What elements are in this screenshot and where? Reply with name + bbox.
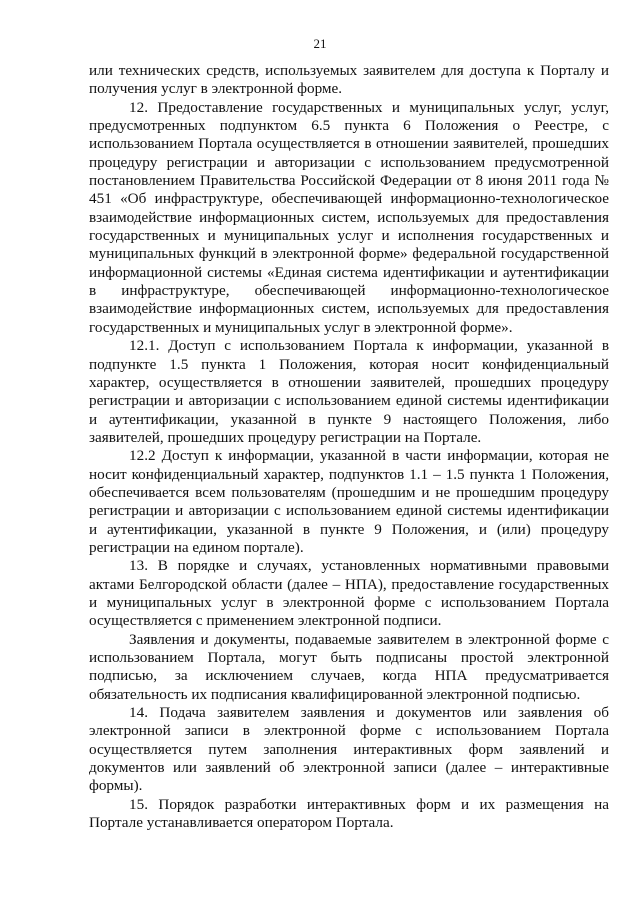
paragraph-12-1: 12.1. Доступ с использованием Портала к информации, указанной в подпункте 1.5 пункта 1 Положения, которая носит конфиденциальный характер, осуществляется в отношении заявителей, прошедших процедуру регистрации и авторизации с использованием единой системы идентификации и аутентификации, указанной в пункте 9 настоящего Положения, либо заявителей, прошедших процедуру регистрации на Портале. <box>89 337 609 446</box>
page-number: 21 <box>313 36 327 51</box>
paragraph-15: 15. Порядок разработки интерактивных форм и их размещения на Портале устанавливается оператором Портала. <box>89 795 609 832</box>
paragraph-continuation: или технических средств, используемых заявителем для доступа к Порталу и получения услуг в электронной форме. <box>89 62 609 98</box>
paragraph-13: 13. В порядке и случаях, установленных нормативными правовыми актами Белгородской области (далее – НПА), предоставление государственных и муниципальных услуг в электронной форме с использованием Портала осуществляется с применением электронной подписи. <box>89 557 609 630</box>
paragraph-14: 14. Подача заявителем заявления и документов или заявления об электронной записи в электронной форме с использованием Портала осуществляется путем заполнения интерактивных форм заявлений и документов или заявлений об электронной записи (далее – интерактивные формы). <box>89 704 609 795</box>
paragraph-12-2: 12.2 Доступ к информации, указанной в части информации, которая не носит конфиденциальный характер, подпунктов 1.1 – 1.5 пункта 1 Положения, обеспечивается всем пользователям (прошедшим и не прошедшим процедуру регистрации и авторизации с использованием единой системы идентификации и аутентификации, указанной в пункте 9 Положения, и (или) процедуру регистрации на едином портале). <box>89 447 609 556</box>
paragraph-13-applications: Заявления и документы, подаваемые заявителем в электронной форме с использованием Портала, могут быть подписаны простой электронной подписью, за исключением случаев, когда НПА предусматривается обязательность их подписания квалифицированной электронной подписью. <box>89 630 609 703</box>
paragraph-12: 12. Предоставление государственных и муниципальных услуг, услуг, предусмотренных подпунктом 6.5 пункта 6 Положения о Реестре, с использованием Портала осуществляется в отношении заявителей, прошедших процедуру регистрации и авторизации с использованием предусмотренной постановлением Правительства Российской Федерации от 8 июня 2011 года № 451 «Об инфраструктуре, обеспечивающей информационно-технологическое взаимодействие информационных систем, используемых для предоставления государственных и муниципальных услуг и исполнения государственных и муниципальных функций в электронной форме» федеральной государственной информационной системы «Единая система идентификации и аутентификации в инфраструктуре, обеспечивающей информационно-технологическое взаимодействие информационных систем, используемых для предоставления государственных и муниципальных услуг в электронной форме». <box>89 98 609 336</box>
document-body <box>89 62 609 832</box>
